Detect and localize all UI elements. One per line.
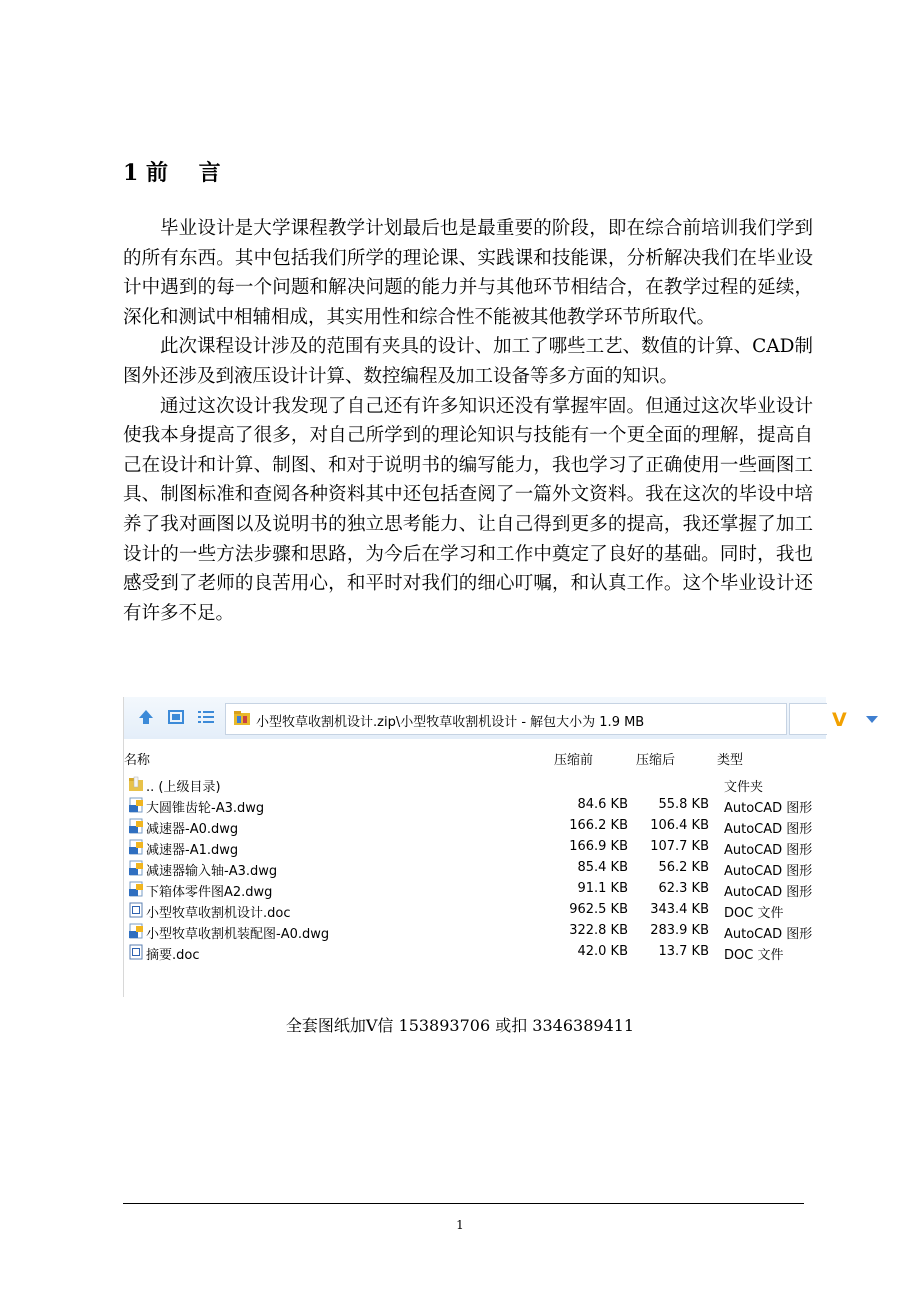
- file-name: 小型牧草收割机设计.doc: [146, 906, 291, 921]
- column-header-name[interactable]: 名称: [124, 753, 151, 768]
- doc-file-icon: [128, 902, 144, 918]
- file-name: .. (上级目录): [146, 780, 221, 795]
- column-header-packed[interactable]: 压缩后: [636, 753, 676, 768]
- page-number: 1: [456, 1218, 464, 1232]
- paragraph-2: 此次课程设计涉及的范围有夹具的设计、加工了哪些工艺、数值的计算、CAD制图外还涉及到液压设计计算、数控编程及加工设备等多方面的知识。: [123, 336, 813, 387]
- file-type: DOC 文件: [724, 906, 784, 921]
- paragraph-3: 通过这次设计我发现了自己还有许多知识还没有掌握牢固。但通过这次毕业设计使我本身提高了很多，对自己所学到的理论知识与技能有一个更全面的理解，提高自己在设计和计算、制图、和对于说明书的编写能力，我也学习了正确使用一些画图工具、制图标准和查阅各种资料其中还包括查阅了一篇外文资料。我在这次的毕设中培养了我对画图以及说明书的独立思考能力、让自己得到更多的提高，我还掌握了加工设计的一些方法步骤和思路，为今后在学习和工作中奠定了良好的基础。同时，我也感受到了老师的良苦用心，和平时对我们的细心叮嘱，和认真工作。这个毕业设计还有许多不足。: [123, 395, 813, 624]
- dwg-file-icon: [128, 818, 144, 834]
- search-box[interactable]: [789, 703, 827, 735]
- column-header-size[interactable]: 压缩前: [554, 753, 594, 768]
- body-text: [123, 214, 813, 628]
- paragraph-1: 毕业设计是大学课程教学计划最后也是最重要的阶段，即在综合前培训我们学到的所有东西。其中包括我们所学的理论课、实践课和技能课，分析解决我们在毕业设计中遇到的每一个问题和解决问题的能力并与其他环节相结合，在教学过程的延续，深化和测试中相辅相成，其实用性和综合性不能被其他教学环节所取代。: [123, 218, 813, 328]
- file-name: 减速器输入轴-A3.dwg: [146, 864, 278, 879]
- dwg-file-icon: [128, 860, 144, 876]
- file-packed-size: 343.4 KB: [650, 902, 709, 917]
- file-size: 962.5 KB: [569, 902, 628, 917]
- file-name: 大圆锥齿轮-A3.dwg: [146, 801, 265, 816]
- file-row[interactable]: [124, 837, 826, 858]
- archive-path-text: 小型牧草收割机设计.zip\小型牧草收割机设计 - 解包大小为 1.9 MB: [256, 715, 645, 730]
- archive-file-list-screenshot: [123, 697, 847, 997]
- archive-toolbar: [124, 697, 847, 739]
- file-row[interactable]: [124, 858, 826, 879]
- file-packed-size: 62.3 KB: [658, 881, 709, 896]
- folder-icon: [128, 776, 144, 792]
- file-name: 减速器-A0.dwg: [146, 822, 239, 837]
- file-size: 42.0 KB: [577, 944, 628, 959]
- file-type: AutoCAD 图形: [724, 801, 813, 816]
- file-size: 166.2 KB: [569, 818, 628, 833]
- file-name: 减速器-A1.dwg: [146, 843, 239, 858]
- file-size: 85.4 KB: [577, 860, 628, 875]
- dwg-file-icon: [128, 923, 144, 939]
- dwg-file-icon: [128, 881, 144, 897]
- file-packed-size: 55.8 KB: [658, 797, 709, 812]
- column-header-type[interactable]: 类型: [717, 753, 744, 768]
- archive-path-bar[interactable]: [225, 703, 847, 735]
- footer-divider: [123, 1203, 804, 1204]
- file-packed-size: 106.4 KB: [650, 818, 709, 833]
- file-row[interactable]: [124, 900, 826, 921]
- file-type: AutoCAD 图形: [724, 927, 813, 942]
- file-name: 下箱体零件图A2.dwg: [146, 885, 273, 900]
- v-logo-icon[interactable]: V: [832, 709, 847, 731]
- file-name: 小型牧草收割机装配图-A0.dwg: [146, 927, 330, 942]
- file-name: 摘要.doc: [146, 948, 200, 963]
- chevron-down-icon[interactable]: [866, 716, 878, 723]
- file-row[interactable]: [124, 774, 826, 795]
- file-row[interactable]: [124, 795, 826, 816]
- list-view-icon[interactable]: [196, 707, 216, 727]
- file-row[interactable]: [124, 879, 826, 900]
- file-size: 166.9 KB: [569, 839, 628, 854]
- file-packed-size: 283.9 KB: [650, 923, 709, 938]
- file-type: DOC 文件: [724, 948, 784, 963]
- file-packed-size: 107.7 KB: [650, 839, 709, 854]
- file-type: AutoCAD 图形: [724, 885, 813, 900]
- thumbnail-view-icon[interactable]: [166, 707, 186, 727]
- file-row[interactable]: [124, 816, 826, 837]
- file-packed-size: 56.2 KB: [658, 860, 709, 875]
- file-type: AutoCAD 图形: [724, 822, 813, 837]
- up-arrow-icon[interactable]: [136, 707, 156, 727]
- file-size: 84.6 KB: [577, 797, 628, 812]
- file-size: 91.1 KB: [577, 881, 628, 896]
- archive-icon: [233, 710, 251, 726]
- file-row[interactable]: [124, 942, 826, 963]
- dwg-file-icon: [128, 839, 144, 855]
- file-size: 322.8 KB: [569, 923, 628, 938]
- file-type: AutoCAD 图形: [724, 843, 813, 858]
- file-packed-size: 13.7 KB: [658, 944, 709, 959]
- doc-file-icon: [128, 944, 144, 960]
- caption-text: 全套图纸加V信 153893706 或扣 3346389411: [285, 1016, 635, 1035]
- file-type: AutoCAD 图形: [724, 864, 813, 879]
- file-row[interactable]: [124, 921, 826, 942]
- section-heading: 1 前 言: [123, 160, 221, 186]
- file-type: 文件夹: [724, 780, 764, 795]
- dwg-file-icon: [128, 797, 144, 813]
